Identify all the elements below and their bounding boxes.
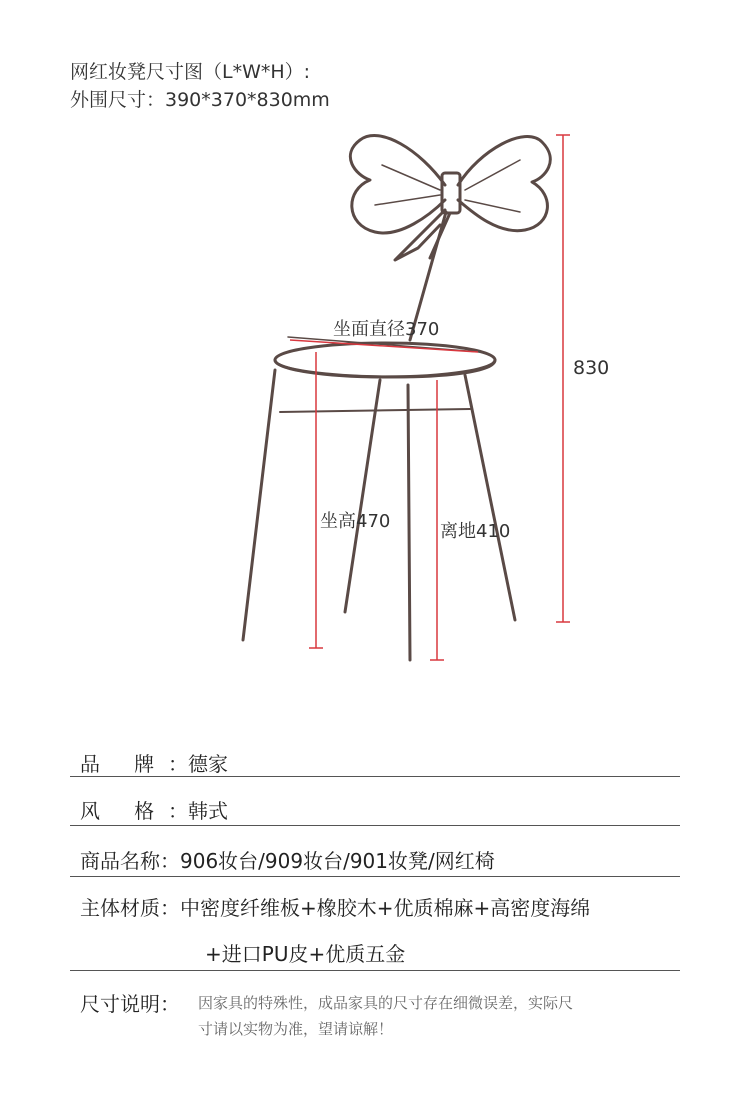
leg-back-left	[345, 380, 380, 612]
divider	[70, 970, 680, 971]
seat-edge	[275, 360, 495, 377]
stool-dimension-diagram	[0, 110, 750, 680]
material-value-line1: 中密度纤维板+橡胶木+优质棉麻+高密度海绵	[180, 896, 591, 920]
brand-value: 德家	[188, 752, 228, 776]
style-label-b: 格：	[134, 799, 189, 823]
brand-row	[80, 748, 680, 777]
material-label: 主体材质：	[80, 896, 180, 920]
divider	[70, 825, 680, 826]
leg-front-left	[243, 370, 275, 640]
product-name-label: 商品名称：	[80, 849, 180, 873]
style-value: 韩式	[188, 799, 228, 823]
size-note-label: 尺寸说明：	[80, 992, 180, 1016]
style-label-a: 风	[80, 799, 114, 823]
size-note-value	[198, 990, 678, 1042]
material-row	[80, 892, 680, 921]
style-row	[80, 795, 680, 824]
total-height-label: 830	[573, 357, 610, 379]
brand-label-a: 品	[80, 752, 114, 776]
material-value-line2: +进口PU皮+优质五金	[205, 942, 406, 966]
product-name-value: 906妆台/909妆台/901妆凳/网红椅	[180, 849, 495, 873]
brand-label-b: 牌：	[134, 752, 189, 776]
size-note-line1: 因家具的特殊性，成品家具的尺寸存在细微误差，实际尺	[198, 994, 574, 1012]
bow-right-wing	[458, 137, 550, 231]
overall-dimensions: 外围尺寸：390*370*830mm	[70, 89, 330, 111]
product-name-row	[80, 845, 680, 874]
divider	[70, 776, 680, 777]
bow-knot	[442, 173, 460, 213]
bow-pleat-left	[375, 165, 440, 205]
bow-left-wing	[350, 136, 445, 233]
seat-diameter-label: 坐面直径370	[333, 319, 440, 340]
stool-sketch	[243, 136, 550, 660]
seat-height-label: 坐高470	[320, 511, 391, 532]
divider	[70, 876, 680, 877]
diagram-title: 网红妆凳尺寸图（L*W*H）:	[70, 61, 311, 83]
size-note-line2: 寸请以实物为准，望请谅解！	[198, 1020, 394, 1038]
leg-front-right	[408, 385, 410, 660]
ground-clearance-label: 离地410	[440, 521, 511, 542]
bow-ribbon-left	[395, 210, 445, 260]
material-row-cont	[205, 938, 680, 967]
leg-back-right	[465, 375, 515, 620]
